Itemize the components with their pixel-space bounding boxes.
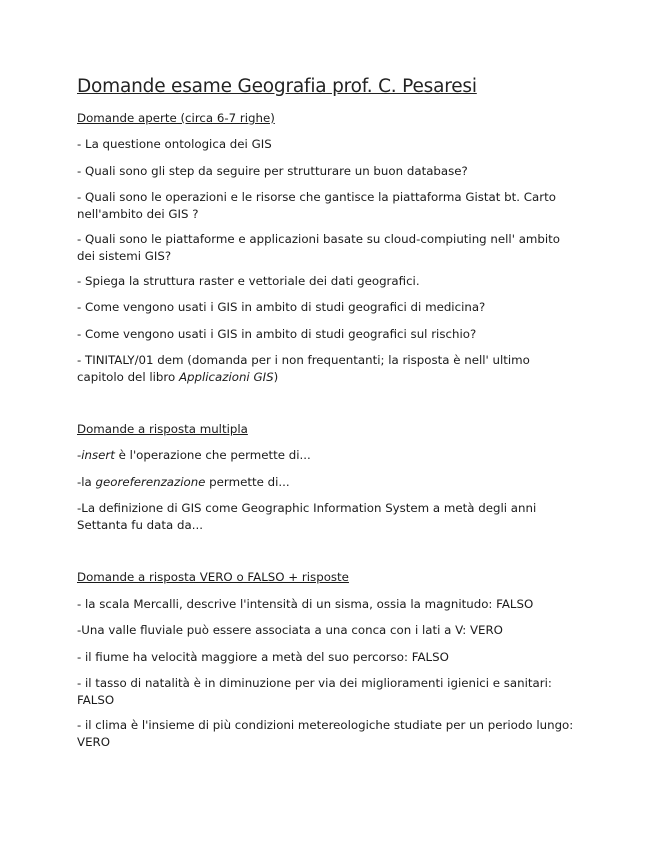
multiple-choice-question [77,474,577,491]
question-text: permette di... [205,475,290,489]
section-heading-multiple-choice: Domande a risposta multipla [77,422,248,436]
question-prefix: - [77,448,82,462]
italic-term: insert [81,448,115,462]
multiple-choice-question [77,447,577,464]
question-text-end: ) [273,369,279,384]
true-false-question: - il tasso di natalità è in diminuzione per via dei miglioramenti igienici e sanitari: FALSO [77,676,552,707]
multiple-choice-question: -La definizione di GIS come Geographic Information System a metà degli anni Settanta fu data da... [77,501,537,532]
open-question-tinitaly [77,352,577,385]
open-question: - Come vengono usati i GIS in ambito di studi geografici di medicina? [77,300,486,314]
true-false-question: - il clima è l'insieme di più condizioni metereologiche studiate per un periodo lungo: VERO [77,718,574,749]
question-text: - TINITALY/01 dem (domanda per i non frequentanti; la risposta è nell' ultimo capitolo del libro [77,353,530,384]
question-text: è l'operazione che permette di... [114,448,311,462]
true-false-question: - il fiume ha velocità maggiore a metà del suo percorso: FALSO [77,650,449,664]
open-question: - Quali sono le piattaforme e applicazioni basate su cloud-compiuting nell' ambito dei sistemi GIS? [77,232,561,263]
open-question: - Come vengono usati i GIS in ambito di studi geografici sul rischio? [77,327,477,341]
true-false-question: -Una valle fluviale può essere associata a una conca con i lati a V: VERO [77,623,503,637]
section-heading-open-questions: Domande aperte (circa 6-7 righe) [77,111,275,125]
open-question: - Quali sono le operazioni e le risorse che gantisce la piattaforma Gistat bt. Carto nell'ambito dei GIS ? [77,190,556,221]
section-heading-true-false: Domande a risposta VERO o FALSO + risposte [77,570,349,584]
question-prefix: -la [77,475,96,489]
book-title: Applicazioni GIS [178,369,274,384]
italic-term: georeferenzazione [95,475,206,489]
true-false-question: - la scala Mercalli, descrive l'intensità di un sisma, ossia la magnitudo: FALSO [77,597,534,611]
document-title: Domande esame Geografia prof. C. Pesaresi [77,76,477,97]
open-question: - Quali sono gli step da seguire per strutturare un buon database? [77,164,468,178]
open-question: - La questione ontologica dei GIS [77,137,272,151]
open-question: - Spiega la struttura raster e vettoriale dei dati geografici. [77,274,420,288]
